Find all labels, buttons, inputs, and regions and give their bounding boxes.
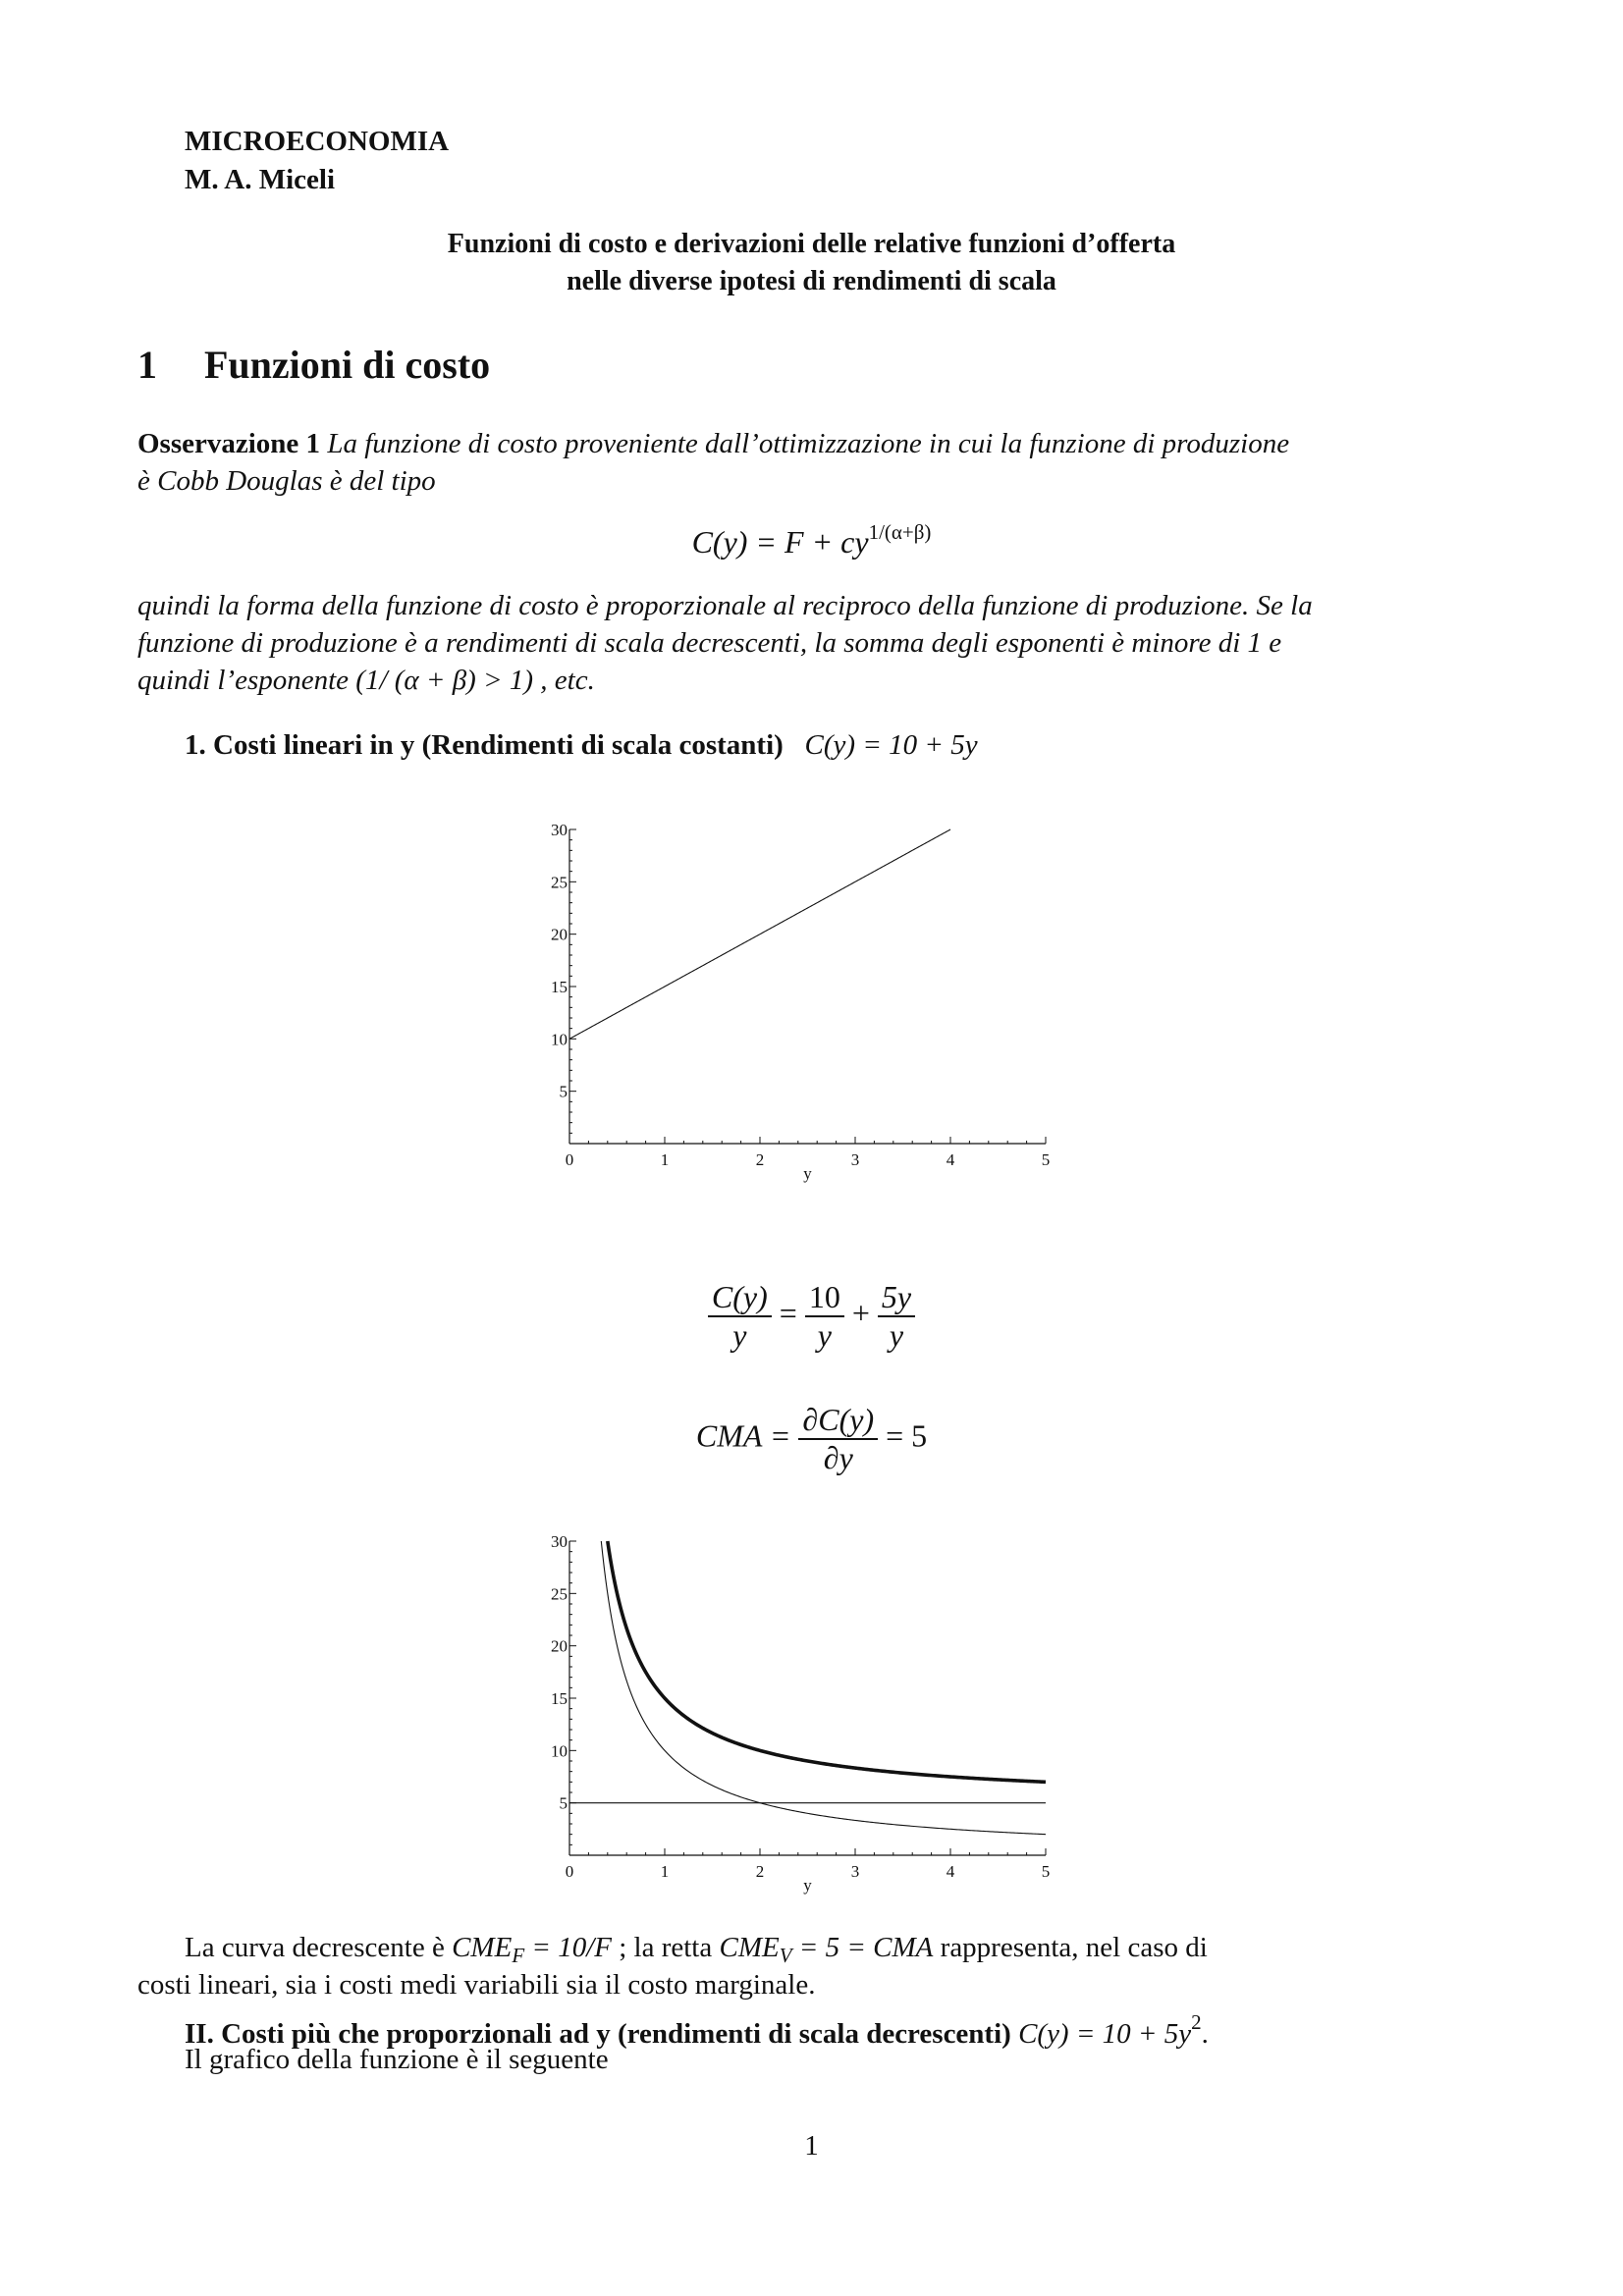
item-2: II. Costi più che proporzionali ad y (rendimenti di scala decrescenti) $C(y) = 10 + 5y^2$. [185,2010,1209,2050]
x-tick-label: 4 [946,1862,955,1881]
frac-10-over-y: $\frac{10}{y}$ [805,1279,844,1354]
x-axis-label: y [803,1164,812,1183]
para2-line3: quindi l’esponente (1/ (α + β) > 1) , etc. [137,665,595,696]
doc-title-line2: nelle diverse ipotesi di rendimenti di scala [567,266,1056,296]
frac-partial: $\frac{\partial C(y)}{\partial y}$ [798,1402,878,1476]
x-tick-label: 5 [1041,1862,1051,1881]
page-number: 1 [804,2130,819,2162]
x-tick-label: 2 [755,1150,765,1169]
course-name: MICROECONOMIA [185,126,450,157]
series-line-1 [569,829,950,1039]
equation-cost-cobb-douglas [0,520,1623,561]
y-tick-label: 10 [551,1030,568,1049]
x-axis-label: y [803,1876,812,1895]
y-tick-label: 5 [559,1082,568,1101]
x-tick-label: 3 [850,1150,860,1169]
eq3-lhs: CMA = [695,1417,791,1454]
observation [137,425,1473,500]
item1-label: 1. Costi lineari in y (Rendimenti di scala costanti) [185,729,784,761]
x-tick-label: 1 [660,1150,670,1169]
y-tick-label: 5 [559,1793,568,1813]
section-title: Funzioni di costo [204,343,491,387]
para2-line2: funzione di produzione è a rendimenti di scala decrescenti, la somma degli esponenti è minore di 1 e [137,627,1282,659]
average-cost-chart [530,1531,1060,1904]
x-tick-label: 3 [850,1862,860,1881]
series-line-1 [608,1541,1046,1782]
equation-marginal-cost [0,1402,1623,1476]
eq3-rhs: = 5 [886,1417,928,1454]
x-tick-label: 4 [946,1150,955,1169]
section-number: 1 [137,343,157,387]
y-tick-label: 10 [551,1741,568,1761]
paragraph-3-line2: costi lineari, sia i costi medi variabili sia il costo marginale. [137,1969,816,2001]
item-1 [185,726,1520,764]
paragraph-4: Il grafico della funzione è il seguente [185,2044,609,2075]
eq1-exponent: 1/(α+β) [868,520,932,544]
y-tick-label: 15 [551,1689,568,1708]
observation-text-line2: è Cobb Douglas è del tipo [137,465,436,497]
para2-line1: quindi la forma della funzione di costo è proporzionale al reciproco della funzione di produzione. Se la [137,590,1313,621]
paragraph-2 [137,587,1473,699]
equation-average-cost: $\frac{C(y)}{y}$ = $\frac{10}{y}$ + $\frac{5y}{y}$ [0,1279,1623,1354]
x-tick-label: 5 [1041,1150,1051,1169]
frac-5y-over-y: $\frac{5y}{y}$ [878,1279,915,1354]
doc-title-line1: Funzioni di costo e derivazioni delle relative funzioni d’offerta [447,229,1176,259]
author-name: M. A. Miceli [185,164,336,195]
observation-label: Osservazione 1 [137,428,321,459]
x-tick-label: 0 [565,1150,574,1169]
y-tick-label: 20 [551,925,568,944]
y-tick-label: 20 [551,1636,568,1656]
frac-c-over-y: $\frac{C(y)}{y}$ [708,1279,772,1354]
eq1-lhs: C(y) = F + cy [691,524,869,560]
item2-label: II. Costi più che proporzionali ad y (rendimenti di scala decrescenti) [185,2018,1011,2050]
linear-cost-chart [530,820,1060,1193]
y-tick-label: 25 [551,1584,568,1604]
y-tick-label: 15 [551,978,568,996]
item2-formula: C(y) = 10 + 5y [1010,2018,1192,2050]
series-line-2 [601,1541,1046,1835]
y-tick-label: 30 [551,821,568,839]
paragraph-3: La curva decrescente è $CME_F = 10/F$ ; la retta $CME_V = 5$ = CMA rappresenta, nel caso di [185,1932,1208,1967]
section-heading [137,342,490,388]
observation-text-line1: La funzione di costo proveniente dall’ottimizzazione in cui la funzione di produzione [327,428,1290,459]
y-tick-label: 25 [551,873,568,892]
x-tick-label: 1 [660,1862,670,1881]
y-tick-label: 30 [551,1532,568,1551]
x-tick-label: 0 [565,1862,574,1881]
x-tick-label: 2 [755,1862,765,1881]
item1-formula: C(y) = 10 + 5y [804,729,978,761]
